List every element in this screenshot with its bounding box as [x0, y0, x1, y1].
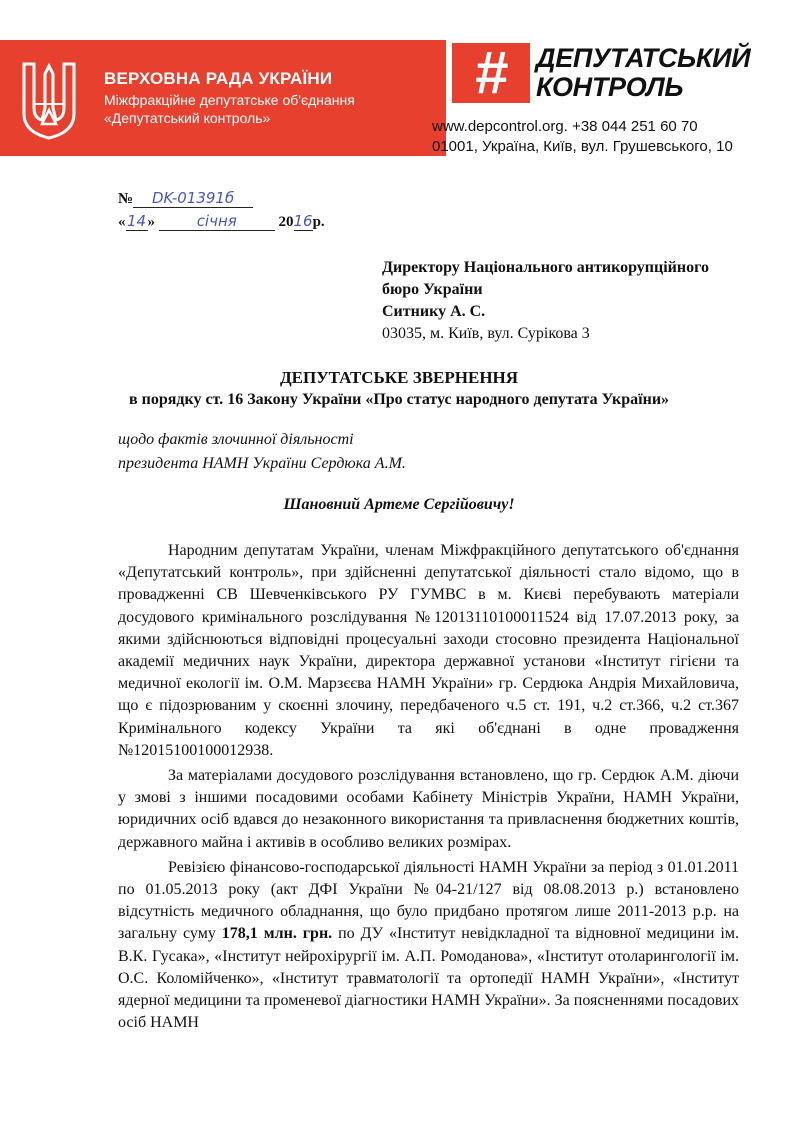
document-subtitle: в порядку ст. 16 Закону України «Про статус народного депутата України»	[128, 391, 670, 408]
subject-line-1: щодо фактів злочинної діяльності	[118, 431, 354, 448]
brand-name-line-1: ДЕПУТАТСЬКИЙ	[536, 43, 751, 73]
date-day: 14	[126, 212, 147, 230]
rada-subtitle-1: Міжфракційне депутатське об'єднання	[104, 92, 355, 108]
addressee-address: 03035, м. Київ, вул. Сурікова 3	[382, 325, 590, 342]
subject-block	[118, 428, 406, 476]
rada-title: ВЕРХОВНА РАДА УКРАЇНИ	[104, 69, 333, 88]
brand-name-line-2: КОНТРОЛЬ	[536, 72, 684, 102]
date-year: 16	[293, 212, 313, 230]
addressee-line-1: Директору Національного антикорупційного	[382, 259, 709, 276]
date-month: січня	[159, 212, 275, 231]
registration-number	[118, 189, 253, 208]
letter-body	[118, 540, 739, 1034]
body-paragraph-2: За матеріалами досудового розслідування встановлено, що гр. Сердюк А.М. діючи у змові з іншими посадовими особами Кабінету Міністрів України, НАМН України, юридичних осіб вдався до незаконного використання та привласнення бюджетних коштів, державного майна і активів в особливо великих розмірах.	[118, 767, 739, 851]
body-paragraph-1: Народним депутатам України, членам Міжфракційного депутатського об'єднання «Депутатський контроль», при здійсненні депутатської діяльності стало відомо, що в провадженні СВ Шевченківського РУ ГУМВС в м. Києві перебувають матеріали досудового кримінального розслідування №12013110100011524 від 17.07.2013 року, за якими здійснюються відповідні процесуальні заходи стосовно президента Національної академії медичних наук України, директора державної установи «Інститут гігієни та медичної екології ім. О.М. Марзєєва НАМН України» гр. Сердюка Андрія Михайловича, що є підозрюваним у скоєнні злочину, передбаченого ч.5 ст. 191, ч.2 ст.366, ч.2 ст.367 Кримінального кодексу України та які об'єднані в одне провадження №12015100100012938.	[118, 542, 739, 759]
registration-date: «14» січня 2016р.	[118, 212, 325, 230]
addressee-name: Ситнику А. С.	[382, 303, 486, 320]
addressee-block	[382, 257, 709, 345]
number-sign: №	[118, 191, 134, 207]
subject-line-2: президента НАМН України Сердюка А.М.	[118, 455, 406, 472]
contact-address: 01001, Україна, Київ, вул. Грушевського, 10	[432, 138, 733, 155]
trident-emblem-icon	[20, 58, 78, 140]
hashtag-logo-icon: #	[452, 43, 530, 103]
registration-number-value: DK-01391б	[133, 189, 253, 208]
contact-web-phone: www.depcontrol.org. +38 044 251 60 70	[432, 118, 698, 135]
body-paragraph-3: Ревізією фінансово-господарської діяльності НАМН України за період з 01.01.2011 по 01.05.2013 року (акт ДФІ України №04-21/127 від 08.08.2013 р.) встановлено відсутність медичного обладнання, що було придбано протягом лише 2011-2013 р.р. на загальну суму 178,1 млн. грн. по ДУ «Інститут невідкладної та відновної медицини ім. В.К. Гусака», «Інститут нейрохірургії ім. А.П. Ромоданова», «Інститут отоларингології ім. О.С. Коломійченко», «Інститут травматології та ортопедії НАМН України», «Інститут ядерної медицини та променевої діагностики НАМН України». За поясненнями посадових осіб НАМН	[118, 858, 740, 1032]
rada-subtitle-2: «Депутатський контроль»	[104, 110, 271, 126]
document-title: ДЕПУТАТСЬКЕ ЗВЕРНЕННЯ	[279, 368, 519, 387]
amount-highlight: 178,1 млн. грн.	[221, 925, 333, 943]
greeting: Шановний Артеме Сергійовичу!	[283, 496, 515, 513]
addressee-line-2: бюро України	[382, 281, 483, 298]
